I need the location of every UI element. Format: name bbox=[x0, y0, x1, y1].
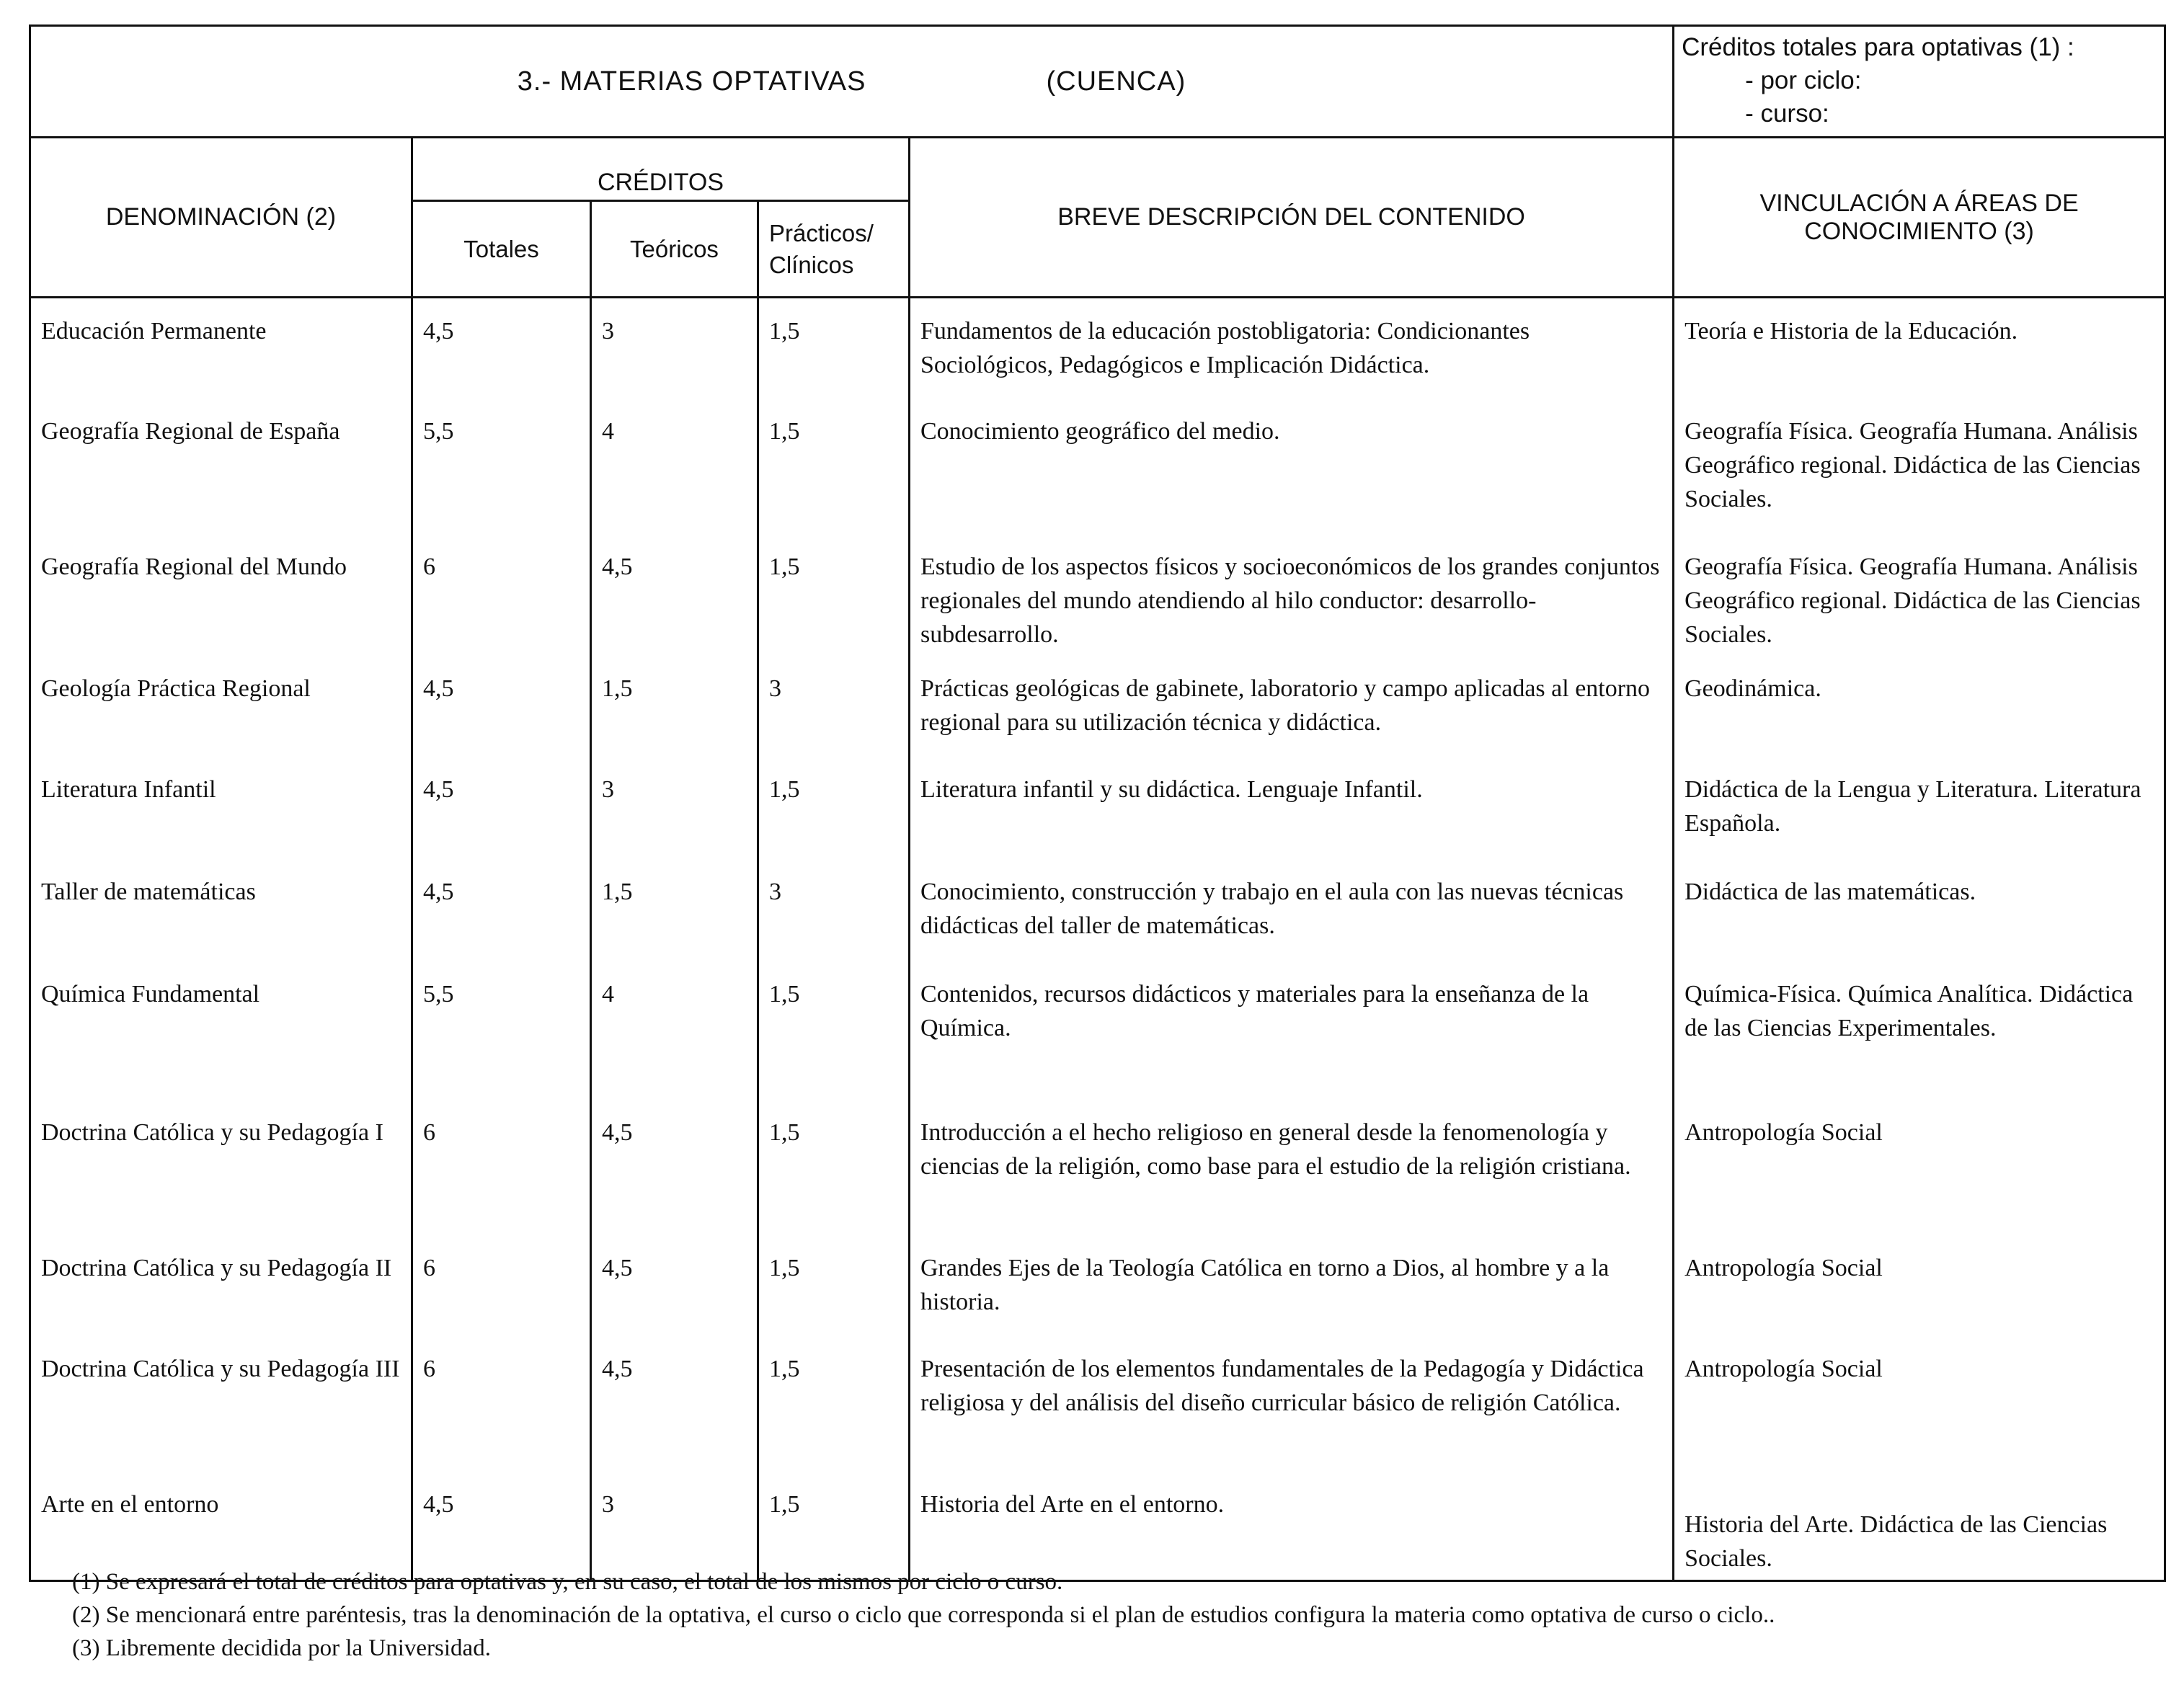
col-header-descripcion: BREVE DESCRIPCIÓN DEL CONTENIDO bbox=[910, 138, 1674, 298]
credits-totales: 4,5 bbox=[412, 1472, 591, 1581]
table-row bbox=[30, 1472, 2165, 1581]
content-description: Presentación de los elementos fundamentales de la Pedagogía y Didáctica religiosa y del análisis del diseño curricular básico de religión Católica. bbox=[910, 1336, 1674, 1472]
content-description: Estudio de los aspectos físicos y socioeconómicos de los grandes conjuntos regionales del mundo atendiendo al hilo conductor: desarrollo-subdesarrollo. bbox=[910, 534, 1674, 656]
footnote-3: (3) Libremente decidida por la Universidad. bbox=[72, 1635, 491, 1661]
optional-subjects-table-frame bbox=[29, 25, 2164, 1582]
subject-name: Química Fundamental bbox=[30, 961, 412, 1100]
table-row bbox=[30, 1100, 2165, 1235]
subject-name: Educación Permanente bbox=[30, 298, 412, 399]
page-title: 3.- MATERIAS OPTATIVAS bbox=[517, 66, 866, 97]
credits-teoricos: 1,5 bbox=[591, 656, 758, 757]
credits-total-label: Créditos totales para optativas (1) : bbox=[1682, 33, 2074, 61]
credits-teoricos: 3 bbox=[591, 757, 758, 859]
credits-totales: 6 bbox=[412, 1100, 591, 1235]
credits-practicos: 3 bbox=[758, 656, 910, 757]
knowledge-areas: Antropología Social bbox=[1674, 1235, 2165, 1336]
col-header-creditos: CRÉDITOS bbox=[412, 138, 910, 201]
credits-totales: 6 bbox=[412, 534, 591, 656]
credits-totales: 5,5 bbox=[412, 961, 591, 1100]
subject-name: Doctrina Católica y su Pedagogía II bbox=[30, 1235, 412, 1336]
credits-totales: 4,5 bbox=[412, 298, 591, 399]
knowledge-areas: Geografía Física. Geografía Humana. Análisis Geográfico regional. Didáctica de las Ciencias Sociales. bbox=[1674, 399, 2165, 534]
col-header-totales: Totales bbox=[412, 201, 591, 298]
content-description: Contenidos, recursos didácticos y materiales para la enseñanza de la Química. bbox=[910, 961, 1674, 1100]
footnote-1: (1) Se expresará el total de créditos para optativas y, en su caso, el total de los mismos por ciclo o curso. bbox=[72, 1569, 1063, 1595]
content-description: Literatura infantil y su didáctica. Lenguaje Infantil. bbox=[910, 757, 1674, 859]
credits-totales: 6 bbox=[412, 1235, 591, 1336]
location-label: (CUENCA) bbox=[1046, 66, 1186, 97]
credits-totales: 5,5 bbox=[412, 399, 591, 534]
table-row bbox=[30, 757, 2165, 859]
credits-teoricos: 4,5 bbox=[591, 1100, 758, 1235]
credits-totales: 4,5 bbox=[412, 859, 591, 961]
table-row bbox=[30, 534, 2165, 656]
knowledge-areas: Geodinámica. bbox=[1674, 656, 2165, 757]
per-cycle-label: - por ciclo: bbox=[1745, 66, 1862, 94]
subject-name: Geografía Regional de España bbox=[30, 399, 412, 534]
credits-practicos: 1,5 bbox=[758, 1336, 910, 1472]
subject-name: Taller de matemáticas bbox=[30, 859, 412, 961]
knowledge-areas: Antropología Social bbox=[1674, 1100, 2165, 1235]
title-cell bbox=[30, 26, 1674, 138]
per-course-label: - curso: bbox=[1745, 99, 1829, 128]
credits-teoricos: 4,5 bbox=[591, 1235, 758, 1336]
knowledge-areas: Química-Física. Química Analítica. Didáctica de las Ciencias Experimentales. bbox=[1674, 961, 2165, 1100]
content-description: Conocimiento, construcción y trabajo en el aula con las nuevas técnicas didácticas del taller de matemáticas. bbox=[910, 859, 1674, 961]
footnote-2: (2) Se mencionará entre paréntesis, tras la denominación de la optativa, el curso o ciclo que corresponda si el plan de estudios configura la materia como optativa de curso o ciclo.. bbox=[72, 1602, 1775, 1628]
optional-subjects-table bbox=[29, 25, 2166, 1582]
table-row bbox=[30, 656, 2165, 757]
content-description: Historia del Arte en el entorno. bbox=[910, 1472, 1674, 1581]
table-row bbox=[30, 298, 2165, 399]
table-row bbox=[30, 1336, 2165, 1472]
credits-teoricos: 4,5 bbox=[591, 1336, 758, 1472]
col-header-denominacion: DENOMINACIÓN (2) bbox=[30, 138, 412, 298]
credits-practicos: 1,5 bbox=[758, 1100, 910, 1235]
credits-teoricos: 3 bbox=[591, 298, 758, 399]
credits-total-cell bbox=[1674, 26, 2165, 138]
credits-teoricos: 4 bbox=[591, 399, 758, 534]
subject-name: Arte en el entorno bbox=[30, 1472, 412, 1581]
credits-teoricos: 3 bbox=[591, 1472, 758, 1581]
content-description: Introducción a el hecho religioso en general desde la fenomenología y ciencias de la religión, como base para el estudio de la religión cristiana. bbox=[910, 1100, 1674, 1235]
credits-teoricos: 4,5 bbox=[591, 534, 758, 656]
credits-practicos: 1,5 bbox=[758, 1235, 910, 1336]
knowledge-areas: Didáctica de la Lengua y Literatura. Literatura Española. bbox=[1674, 757, 2165, 859]
table-row bbox=[30, 961, 2165, 1100]
credits-practicos: 1,5 bbox=[758, 534, 910, 656]
knowledge-areas: Historia del Arte. Didáctica de las Ciencias Sociales. bbox=[1674, 1472, 2165, 1581]
content-description: Grandes Ejes de la Teología Católica en torno a Dios, al hombre y a la historia. bbox=[910, 1235, 1674, 1336]
credits-totales: 4,5 bbox=[412, 656, 591, 757]
credits-totales: 6 bbox=[412, 1336, 591, 1472]
column-header-row-1 bbox=[30, 138, 2165, 201]
credits-practicos: 1,5 bbox=[758, 757, 910, 859]
content-description: Prácticas geológicas de gabinete, laboratorio y campo aplicadas al entorno regional para su utilización técnica y didáctica. bbox=[910, 656, 1674, 757]
subject-name: Geología Práctica Regional bbox=[30, 656, 412, 757]
knowledge-areas: Teoría e Historia de la Educación. bbox=[1674, 298, 2165, 399]
subject-name: Doctrina Católica y su Pedagogía I bbox=[30, 1100, 412, 1235]
credits-practicos: 1,5 bbox=[758, 1472, 910, 1581]
table-row bbox=[30, 1235, 2165, 1336]
credits-practicos: 1,5 bbox=[758, 961, 910, 1100]
credits-teoricos: 4 bbox=[591, 961, 758, 1100]
knowledge-areas: Geografía Física. Geografía Humana. Análisis Geográfico regional. Didáctica de las Ciencias Sociales. bbox=[1674, 534, 2165, 656]
subject-name: Geografía Regional del Mundo bbox=[30, 534, 412, 656]
credits-practicos: 1,5 bbox=[758, 298, 910, 399]
subject-name: Doctrina Católica y su Pedagogía III bbox=[30, 1336, 412, 1472]
table-row bbox=[30, 859, 2165, 961]
content-description: Conocimiento geográfico del medio. bbox=[910, 399, 1674, 534]
title-row bbox=[30, 26, 2165, 138]
knowledge-areas: Antropología Social bbox=[1674, 1336, 2165, 1472]
credits-teoricos: 1,5 bbox=[591, 859, 758, 961]
col-header-vinculacion: VINCULACIÓN A ÁREAS DE CONOCIMIENTO (3) bbox=[1674, 138, 2165, 298]
content-description: Fundamentos de la educación postobligatoria: Condicionantes Sociológicos, Pedagógicos e Implicación Didáctica. bbox=[910, 298, 1674, 399]
table-row bbox=[30, 399, 2165, 534]
subject-name: Literatura Infantil bbox=[30, 757, 412, 859]
col-header-teoricos: Teóricos bbox=[591, 201, 758, 298]
credits-totales: 4,5 bbox=[412, 757, 591, 859]
credits-practicos: 1,5 bbox=[758, 399, 910, 534]
footnotes bbox=[72, 1565, 1775, 1665]
knowledge-areas: Didáctica de las matemáticas. bbox=[1674, 859, 2165, 961]
credits-practicos: 3 bbox=[758, 859, 910, 961]
col-header-practicos: Prácticos/ Clínicos bbox=[758, 201, 910, 298]
